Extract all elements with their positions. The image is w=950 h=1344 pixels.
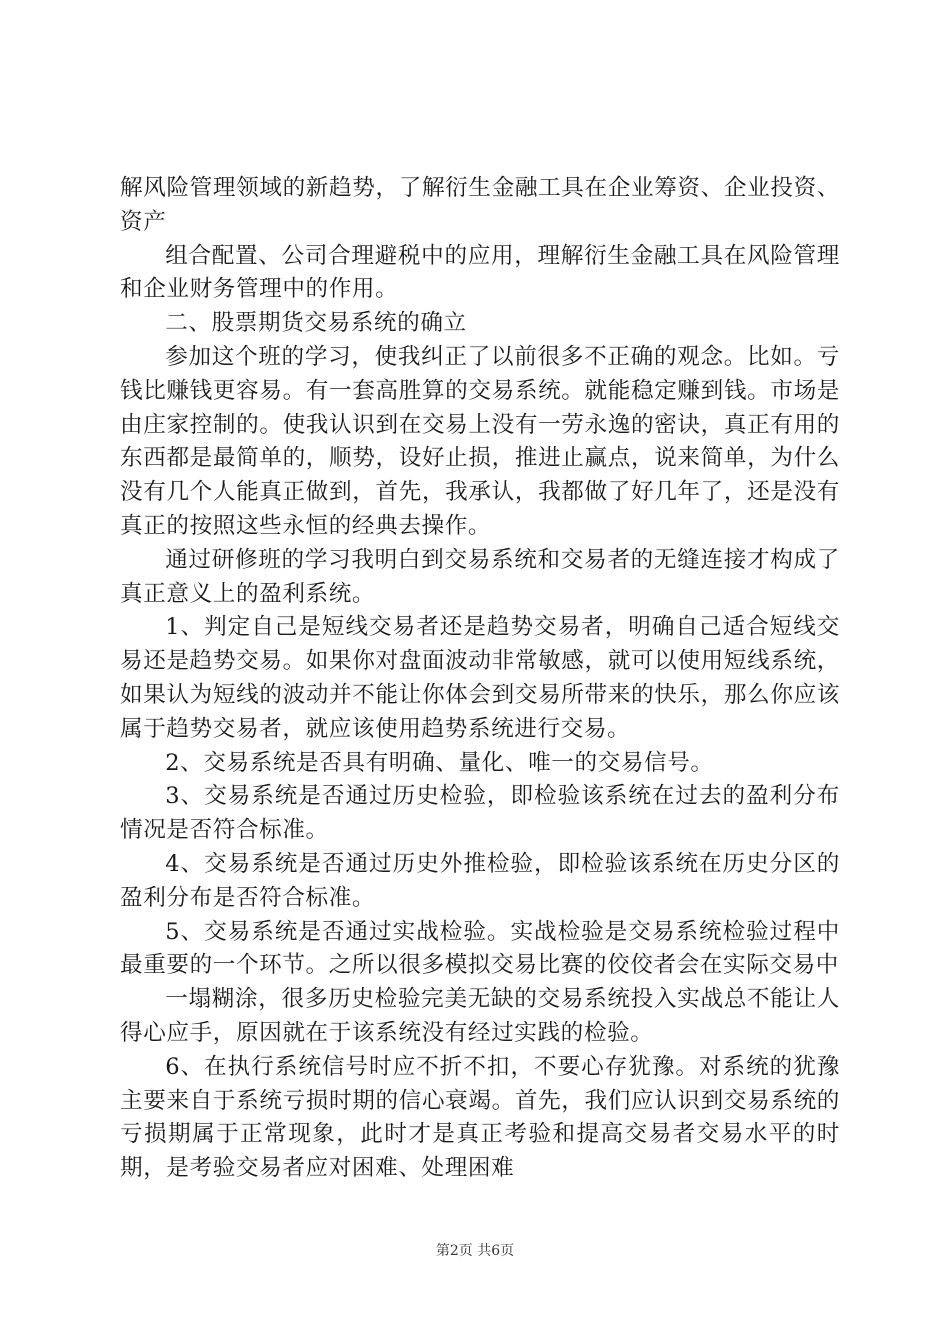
paragraph-4: 通过研修班的学习我明白到交易系统和交易者的无缝连接才构成了真正意义上的盈利系统。 (120, 546, 840, 607)
document-body (120, 172, 840, 1186)
list-item-3: 3、交易系统是否通过历史检验，即检验该系统在过去的盈利分布情况是否符合标准。 (120, 783, 840, 844)
list-item-6: 6、在执行系统信号时应不折不扣，不要心存犹豫。对系统的犹豫主要来自于系统亏损时期的信心衰竭。首先，我们应认识到交易系统的亏损期属于正常现象，此时才是真正考验和提高交易者交易水平的时期，是考验交易者应对困难、处理困难 (120, 1053, 840, 1182)
list-item-4: 4、交易系统是否通过历史外推检验，即检验该系统在历史分区的盈利分布是否符合标准。 (120, 850, 840, 911)
paragraph-3: 参加这个班的学习，使我纠正了以前很多不正确的观念。比如。亏钱比赚钱更容易。有一套高胜算的交易系统。就能稳定赚到钱。市场是由庄家控制的。使我认识到在交易上没有一劳永逸的密诀，真正有用的东西都是最简单的，顺势，设好止损，推进止赢点，说来简单，为什么没有几个人能真正做到，首先，我承认，我都做了好几年了，还是没有真正的按照这些永恒的经典去操作。 (120, 343, 840, 539)
page-number-footer: 第2页 共6页 (435, 1243, 515, 1259)
section-heading: 二、股票期货交易系统的确立 (165, 310, 467, 337)
list-item-5: 5、交易系统是否通过实战检验。实战检验是交易系统检验过程中最重要的一个环节。之所以很多模拟交易比赛的佼佼者会在实际交易中 (120, 918, 840, 979)
list-item-5-continued: 一塌糊涂，很多历史检验完美无缺的交易系统投入实战总不能让人得心应手，原因就在于该系统没有经过实践的检验。 (120, 986, 840, 1046)
list-item-2: 2、交易系统是否具有明确、量化、唯一的交易信号。 (165, 749, 714, 776)
paragraph-2: 组合配置、公司合理避税中的应用，理解衍生金融工具在风险管理和企业财务管理中的作用。 (120, 242, 840, 303)
paragraph-1: 解风险管理领域的新趋势，了解衍生金融工具在企业筹资、企业投资、资产 (120, 175, 840, 235)
list-item-1: 1、判定自己是短线交易者还是趋势交易者，明确自己适合短线交易还是趋势交易。如果你对盘面波动非常敏感，就可以使用短线系统，如果认为短线的波动并不能让你体会到交易所带来的快乐，那么你应该属于趋势交易者，就应该使用趋势系统进行交易。 (120, 614, 840, 742)
